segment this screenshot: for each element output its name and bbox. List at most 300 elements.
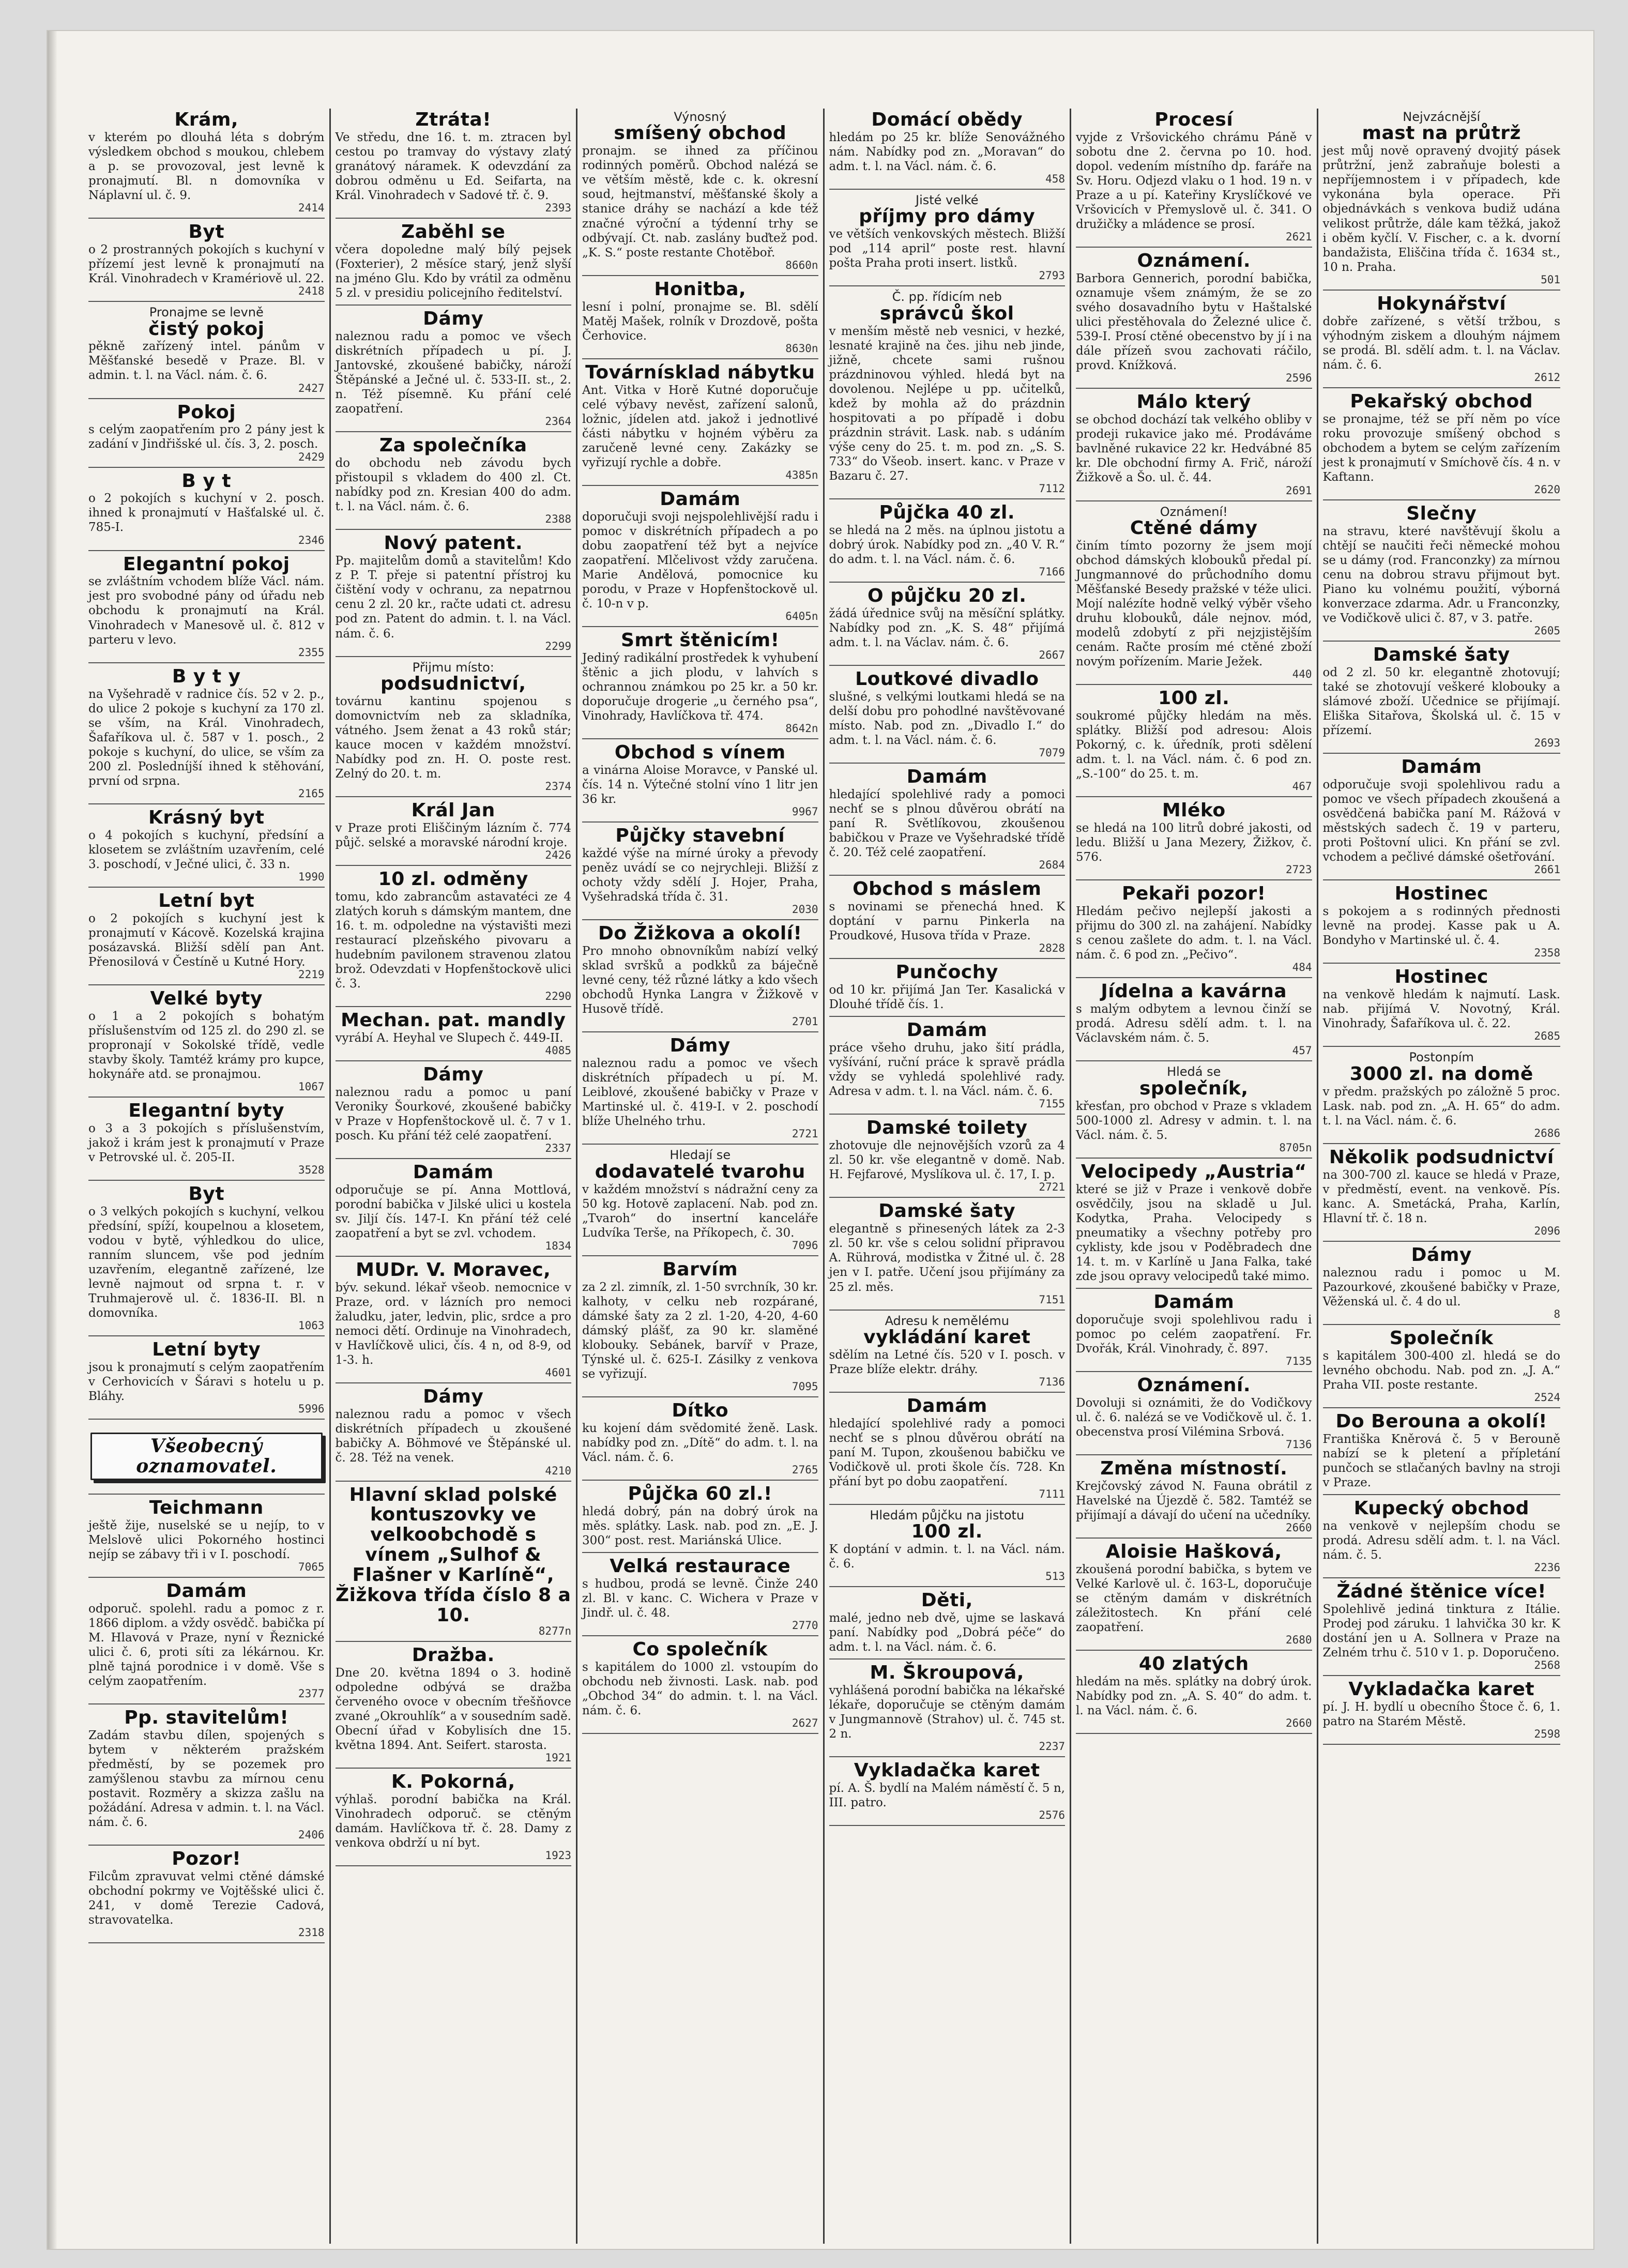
ad-number: 2568 [1534, 1659, 1560, 1671]
classified-ad [88, 1422, 325, 1495]
ad-number: 5996 [298, 1403, 325, 1415]
ad-number: 2427 [298, 382, 325, 394]
classified-ad [88, 1183, 325, 1336]
classified-ad [1323, 1244, 1561, 1325]
classified-ad [1323, 882, 1561, 964]
ad-number: 2660 [1285, 1717, 1312, 1730]
ad-body-text: o 2 prostranných pokojích s kuchyní v přízemí jest levně k pronajmutí na Král. Vinohradech v Kramériově ul. 22. [88, 242, 325, 286]
ad-headline: Smrt štěnicím! [620, 630, 780, 651]
ad-number: 8642n [785, 722, 818, 735]
ad-number: 2576 [1039, 1809, 1065, 1822]
ad-headline: Damské šaty [878, 1200, 1016, 1222]
classified-ad [336, 1259, 572, 1383]
ad-body-text: Zadám stavbu dílen, spojených s bytem v některém pražském předměstí, by se pozemek pro zamýšlenou stavbu za mírnou cenu postavit. Rozměry a skizza zašlu na požádání. Adresa v admin. t. l. na Václ. nám. č. 6. [88, 1729, 325, 1830]
ad-number: 2723 [1285, 863, 1312, 876]
ad-body-text: odporuč. spolehl. radu a pomoc z r. 1866 diplom. a vždy osvědč. babička pí M. Hlavová v Praze, nyní v Řeznické ulici č. 6, proti síti za lékárnou. Kr. plně tajná porodnice i v domě. Vše s celým zaopatřením. [88, 1602, 325, 1688]
classified-ad [88, 806, 325, 888]
ad-number: 7111 [1039, 1488, 1065, 1501]
ad-body-text: Barbora Gennerich, porodní babička, oznamuje všem známým, že se zo svého dosavadního bytu v Haštalské ulici přestěhovala do Železné ulice č. 539-I. Prosí ctěné obecenstvo by jí i na dále přízeň svou zachovati ráčilo, provd. Knížková. [1076, 272, 1312, 373]
classified-ad [1076, 250, 1312, 389]
ad-number: 2621 [1285, 231, 1312, 243]
ad-headline: Do Berouna a okolí! [1335, 1410, 1547, 1432]
classified-ad [829, 1507, 1066, 1587]
ad-number: 2290 [545, 990, 571, 1003]
ad-number: 2165 [298, 787, 325, 800]
ad-body-text: na stravu, které navštěvují školu a chtějí se naučiti řeči německé mohou se u dámy (rod. Franconzky) za mírnou cenu na dobrou stravu přijmout byt. Piano ku volnému použití, výborná konverzace zdarma. Adr. u Franconzky, ve Vodičkově ulici č. 87, v 3. patře. [1322, 524, 1560, 626]
ad-body-text: se obchod dochází tak velkého obliby v prodeji rukavice jako mé. Prodáváme bavlněné rukavice 22 kr. Hedvábné 85 kr. Dle obchodní firmy A. Frič, nároží Žižkově a Šo. ul. č. 44. [1076, 413, 1312, 485]
classified-ad [336, 308, 572, 432]
ad-headline: Velké byty [150, 987, 263, 1009]
ad-headline: Loutkové divadlo [855, 668, 1039, 690]
classified-ad [582, 109, 818, 276]
classified-ad [829, 1395, 1066, 1505]
classified-ad [1323, 390, 1561, 500]
ad-headline: Dámy [1411, 1244, 1472, 1266]
ad-headline: Král Jan [411, 800, 495, 821]
ad-headline: Pozor! [172, 1848, 241, 1870]
ad-number: 2598 [1534, 1727, 1560, 1740]
ad-body-text: od 10 kr. přijímá Jan Ter. Kasalická v Dlouhé třídě čís. 1. [829, 983, 1065, 1012]
ad-headline: správců škol [879, 302, 1014, 324]
ad-body-text: a vinárna Aloise Moravce, v Panské ul. čís. 14 n. Výtečné stolní víno 1 litr jen 36 kr. [582, 764, 818, 806]
classified-ad [1323, 1327, 1561, 1408]
ad-headline: MUDr. V. Moravec, [356, 1259, 551, 1281]
ad-body-text: ještě žije, nuselské se u nejíp, to v Melslově ulici Pokorného hostinci nejíp se zábavy tři i v I. poschodí. [88, 1518, 325, 1562]
ad-headline: Honitba, [654, 278, 747, 300]
column-1 [84, 109, 331, 2244]
classified-ad [336, 1009, 572, 1061]
ad-number: 2318 [298, 1926, 325, 1939]
classified-ad [1323, 1580, 1561, 1676]
classified-ad [1323, 966, 1561, 1047]
column-3 [577, 109, 825, 2244]
ad-body-text: s pokojem a s rodinných přednosti levně na prodej. Kasse pak u A. Bondyho v Martinské ul. č. 4. [1322, 905, 1560, 948]
ad-body-text: soukromé půjčky hledám na měs. splátky. Bližší pod adresou: Alois Pokorný, c. k. úředník, proti sdělení adm. t. l. na Václ. nám. č. 6 pod zn. „S.-100“ do 25. t. m. [1076, 709, 1312, 781]
ad-body-text: Filcům zpravuvat velmi ctěné dámské obchodní pokrmy ve Vojtěšské ulici č. 241, v domě Terezie Cadová, stravovatelka. [88, 1870, 325, 1927]
ad-headline: Hostinec [1394, 883, 1488, 905]
ad-headline: Dámy [423, 308, 484, 330]
classified-ad [582, 488, 818, 627]
ad-headline: Společník [1389, 1327, 1494, 1349]
ad-number: 2721 [792, 1128, 818, 1140]
ad-headline: Vykladačka karet [1348, 1679, 1535, 1700]
ad-body-text: s novinami se přenechá hned. K doptání v parnu Pinkerla na Proudkové, Husova třída v Praze. [829, 900, 1065, 943]
ad-headline: Damám [906, 1395, 987, 1417]
classified-ad [582, 1638, 818, 1734]
ad-number: 2605 [1534, 625, 1560, 637]
ad-body-text: naleznou radu a pomoc ve všech diskrétních případech u pí. J. Jantovské, zkoušené babičky, nároží Štěpánské a Ječné ul. č. 533-II. st., 2. n. Též písemně. Ku přání celé zaopatření. [335, 330, 571, 416]
ad-body-text: hledám po 25 kr. blíže Senovážného nám. Nabídky pod zn. „Moravan“ do adm. t. l. na Václ. nám. č. 6. [829, 130, 1065, 173]
ad-body-text: v každém množství s nádražní ceny za 50 kg. Hotově zaplacení. Nab. pod zn. „Tvaroh“ do insertní kanceláře Ludvíka Terše, na Příkopech, č. 30. [582, 1182, 818, 1240]
classified-ad [336, 1161, 572, 1257]
ad-body-text: každé výše na mírné úroky a převody peněz uvádí se co nejrychleji. Bližší z ochoty vždy sdělí J. Hojer, Praha, Vyšehradská třída č. 31. [582, 847, 818, 904]
classified-ad [1323, 1678, 1561, 1745]
ad-body-text: od 2 zl. 50 kr. elegantně zhotovují; také se zhotovují veškeré klobouky a slámové zboží. Učednice se přijímají. Eliška Sitařova, Školská ul. č. 15 v přízemí. [1322, 665, 1560, 738]
ad-headline: Děti, [921, 1590, 973, 1611]
ad-headline: Byt [188, 221, 225, 243]
classified-ad [88, 553, 325, 663]
ad-headline: B y t y [172, 665, 241, 687]
ad-number: 7135 [1285, 1355, 1312, 1368]
ad-kicker: Přijmu místo: [412, 660, 494, 675]
ad-headline: Půjčka 60 zl.! [628, 1483, 772, 1505]
ad-headline: Pp. stavitelům! [124, 1707, 289, 1729]
classified-ad [88, 987, 325, 1098]
classified-ad [1076, 1457, 1312, 1539]
classified-ad [336, 1484, 572, 1642]
classified-ad [1323, 1410, 1561, 1495]
classified-ad [336, 434, 572, 530]
ad-body-text: odporučuje se pí. Anna Mottlová, porodní babička v Jilské ulici u kostela sv. Jiljí čís. 147-I. Kn přání též celé zaopatření a byt se zvl. vchodem. [335, 1183, 571, 1241]
ad-body-text: pěkně zařízený intel. pánům v Měšťanské besedě v Praze. Bl. v admin. t. l. na Václ. nám. č. 6. [88, 340, 325, 383]
ad-headline: B y t [181, 470, 232, 492]
classified-ad [582, 922, 818, 1032]
ad-body-text: slušné, s velkými loutkami hledá se na delší dobu pro pohodlné navštěvované místo. Nab. pod zn. „Divadlo I.“ do adm. t. l. na Václ. nám. č. 6. [829, 690, 1065, 748]
ad-kicker: Adresu k nemělému [885, 1313, 1009, 1328]
ad-headline: Pekařský obchod [1350, 390, 1533, 412]
ad-body-text: doporučuje svoji spolehlivou radu i pomoc po celém zaopatření. Fr. Dvořák, Král. Vinohrady, č. 897. [1076, 1313, 1312, 1356]
ad-body-text: hledá dobrý, pán na dobrý úrok na měs. splátky. Lask. nab. pod zn. „E. J. 300“ post. rest. Mariánská Ulice. [582, 1504, 818, 1548]
ad-number: 2667 [1039, 649, 1065, 662]
classified-ad [582, 1483, 818, 1553]
ad-headline: příjmy pro dámy [859, 206, 1036, 227]
ad-body-text: výhlaš. porodní babička na Král. Vinohradech odporuč. se ctěným damám. Havlíčkova tř. č. 28. Damy z venkova obdrží u ní byt. [335, 1792, 571, 1850]
ad-headline: Mléko [1162, 800, 1226, 821]
ad-number: 7151 [1039, 1293, 1065, 1306]
ad-body-text: na venkově hledám k najmutí. Lask. nab. přijímá V. Novotný, Král. Vinohrady, Šafaříkova ul. č. 22. [1322, 988, 1560, 1031]
ad-body-text: v menším městě neb vesnici, v hezké, lesnaté krajině na čes. jihu neb jinde, jižně, chcete sami rušnou prázdninovou výhled. hledá byt na dovolenou. Nejlépe u pp. učitelků, kdež by mohla až do prázdnin hospitovati a po případě i dobu prázdnin strávit. Lask. nab. s udáním výše ceny do 25. t. m. pod zn. „S. S. 733“ do Všeob. insert. kanc. v Praze v Bazaru č. 27. [829, 324, 1065, 483]
ad-number: 2691 [1285, 484, 1312, 497]
ad-number: 1834 [545, 1240, 571, 1253]
ad-body-text: pí. A. Š. bydlí na Malém náměstí č. 5 n, III. patro. [829, 1782, 1065, 1810]
classified-ad [88, 1497, 325, 1578]
classified-ad [582, 741, 818, 823]
ad-number: 2030 [792, 903, 818, 916]
classified-ad [582, 1399, 818, 1481]
ad-headline: Domácí obědy [871, 109, 1023, 130]
ad-headline: Hokynářství [1377, 293, 1507, 314]
ad-number: 2418 [298, 285, 325, 298]
ad-body-text: se hledá na 100 litrů dobré jakosti, od ledu. Bližší u Jana Mezery, Žižkov, č. 576. [1076, 821, 1312, 864]
ad-number: 2096 [1534, 1224, 1560, 1237]
ad-headline: Krásný byt [148, 806, 265, 828]
ad-headline: Do Žižkova a okolí! [598, 923, 802, 945]
ad-number: 2661 [1534, 863, 1560, 876]
ad-headline: Oznámení. [1137, 1375, 1251, 1396]
ad-body-text: pronajm. se ihned za příčinou rodinných poměrů. Obchod nalézá se ve větším městě, kde c. k. okresní soud, hejtmanství, měšťanské školy a stanice dráhy se nachází a kde též značné výroční a týdenní trhy se odbývají. Ct. nab. zaslány buďtež pod. „K. S.“ poste restante Chotěboř. [582, 144, 818, 260]
ad-number: 4210 [545, 1464, 571, 1477]
classified-ad [88, 401, 325, 468]
ad-headline: Jídelna a kavárna [1101, 981, 1287, 1002]
ad-headline: společník, [1139, 1077, 1249, 1099]
classified-ad [88, 1848, 325, 1943]
ad-headline: Hlavní sklad polské kontuszovky ve velkoobchodě s vínem „Sulhof & Flašner v Karlíně“, Žižkova třída číslo 8 a 10. [336, 1484, 571, 1626]
ad-body-text: hledám na měs. splátky na dobrý úrok. Nabídky pod zn. „A. S. 40“ do adm. t. l. na Václ. nám. č. 6. [1076, 1675, 1312, 1718]
ad-headline: Půjčka 40 zl. [879, 502, 1015, 524]
ad-headline: 10 zl. odměny [378, 869, 528, 890]
ad-body-text: Dne 20. května 1894 o 3. hodině odpoledne odbývá se dražba červeného ovoce v obecním třešňovce zvané „Okrouhlík“ a v sousedním sadě. Obecní úřad v Kobylisích dne 15. května 1894. Ant. Seifert. starosta. [335, 1666, 571, 1752]
ad-number: 2627 [792, 1717, 818, 1730]
classified-ad [88, 470, 325, 551]
ad-headline: Žádné štěnice více! [1336, 1580, 1547, 1602]
classified-ad [1076, 504, 1312, 686]
ad-body-text: práce všeho druhu, jako šití prádla, vyšívání, ruční práce k spravě prádla vždy se vyhledá spolehlivé rady. Adresa v adm. t. l. na Václ. nám. č. 6. [829, 1041, 1065, 1099]
ad-number: 7166 [1039, 566, 1065, 579]
ad-headline: Za společníka [379, 435, 527, 456]
ad-number: 501 [1541, 273, 1560, 286]
classified-ad [1323, 109, 1561, 291]
ad-headline: Změna místností. [1100, 1458, 1288, 1480]
ad-number: 1990 [298, 870, 325, 883]
ad-headline: Ztráta! [415, 109, 492, 130]
ad-number: 1067 [298, 1080, 325, 1093]
classified-ad [1076, 1541, 1312, 1651]
classified-ad [336, 659, 572, 798]
ad-headline: Barvím [662, 1258, 738, 1280]
ad-headline: Byt [188, 1183, 225, 1205]
ad-headline: Velká restaurace [610, 1556, 791, 1577]
classified-ad [336, 221, 572, 306]
ad-body-text: tomu, kdo zabrancům astavatéci ze 4 zlatých koruh s dámským mantem, dne 16. t. m. odpoledne na výstavišti mezi restaurací plzeňského pivovaru a hudebním pavilonem stravenou zlatou brož. Odevzdati v Hopfenštockově ulici č. 3. [335, 890, 571, 991]
ad-body-text: naleznou radu i pomoc u M. Pazourkové, zkoušené babičky v Praze, Věženská ul. č. 4 do ul. [1322, 1266, 1560, 1308]
ad-headline: Velocipedy „Austria“ [1081, 1161, 1307, 1182]
ad-number: 7096 [792, 1239, 818, 1252]
ad-headline: Co společník [632, 1639, 768, 1661]
ad-body-text: o 3 a 3 pokojích s příslušenstvím, jakož i krám jest k pronajmutí v Praze v Petrovské ul. č. 205-II. [88, 1121, 325, 1164]
ad-body-text: o 2 pokojích s kuchyní jest k pronajmutí v Kácově. Kozelská krajina posázavská. Bližší sdělí pan Ant. Přenosilová v Čestíně u Kutné Hory. [88, 911, 325, 969]
ad-number: 513 [1045, 1570, 1065, 1583]
classified-ad [829, 1662, 1066, 1757]
ad-headline: Elegantní byty [128, 1100, 285, 1122]
ad-headline: Pokoj [177, 401, 236, 423]
ad-body-text: s celým zaopatřením pro 2 pány jest k zadání v Jindřišské ul. čís. 3, 2. posch. [88, 423, 325, 451]
classified-ad [1323, 644, 1561, 754]
ad-body-text: lesní i polní, pronajme se. Bl. sdělí Matěj Mašek, rolník v Drozdově, pošta Čerhovice. [582, 300, 818, 343]
classified-ad [336, 1386, 572, 1481]
ad-number: 8705n [1279, 1141, 1312, 1154]
classified-ad [336, 799, 572, 866]
ad-headline: dodavatelé tvarohu [595, 1161, 805, 1182]
classified-ad [1076, 109, 1312, 248]
ad-body-text: ku kojení dám svědomité ženě. Lask. nabídky pod zn. „Dítě“ do adm. t. l. na Václ. nám. č. 6. [582, 1421, 818, 1465]
classified-ad [1076, 391, 1312, 501]
ad-headline: Oznámení. [1137, 250, 1251, 272]
ad-number: 2237 [1039, 1740, 1065, 1753]
ad-number: 2429 [298, 450, 325, 463]
ad-number: 2765 [792, 1464, 818, 1477]
ad-headline: Nový patent. [384, 532, 523, 554]
ad-body-text: se zvláštním vchodem blíže Václ. nám. jest pro svobodné pány od úřadu neb obchodu k pronajmutí na Král. Vinohradech v Manesově ul. č. 812 v parteru v levo. [88, 575, 325, 647]
ad-headline: podsudnictví, [380, 673, 526, 694]
ad-body-text: o 4 pokojích s kuchyní, předsíní a klosetem se zvláštním uzavřením, celé 3. poschodí, v Ječné ulici, č. 33 n. [88, 828, 325, 871]
ad-body-text: naleznou radu a pomoc u paní Veroniky Šourkové, zkoušené babičky v Praze v Hopfenštockově ul. č. 7 v 1. posch. Ku přání též celé zaopatření. [335, 1086, 571, 1143]
ad-headline: Továrnísklad nábytku [585, 361, 815, 383]
ad-body-text: býv. sekund. lékař všeob. nemocnice v Praze, ord. v lázních pro nemoci žaludku, jater, ledvin, plic, srdce a pro nemoci dětí. Ordinuje na Vinohradech, v Havlíčkově ulici, čís. 4 n, od 8-9, od 1-3. h. [335, 1281, 571, 1367]
classified-ad [582, 1258, 818, 1397]
ad-number: 2680 [1285, 1634, 1312, 1647]
ad-body-text: pí. J. H. bydlí u obecního Štoce č. 6, 1. patro na Starém Městě. [1322, 1700, 1560, 1728]
ad-body-text: odporučuje svoji spolehlivou radu a pomoc ve všech případech zkoušená a osvědčená babička paní M. Rážová v městských sadech č. 19 v parteru, proti Poštovní ulici. Kn přání se zvl. vchodem a pečlivé dámské ošetřování. [1322, 778, 1560, 864]
ad-number: 2236 [1534, 1561, 1560, 1574]
ad-body-text: Krejčovský závod N. Fauna obrátil z Havelské na Újezdě č. 582. Tamtéž se přijímají a dávají do učení na učedníky. [1076, 1479, 1312, 1523]
ad-number: 2393 [545, 202, 571, 215]
ad-body-text: vyjde z Vršovického chrámu Páně v sobotu dne 2. června po 10. hod. dopol. vedením místního dp. faráře na Sv. Horu. Odjezd vlaku o 1 hod. 19 n. v Praze a u pí. Kateřiny Kryslíčkové ve Vršovicích v Přemyslově ul. č. 341. O družičky a mládence se prosí. [1076, 130, 1312, 232]
classified-ad [829, 1019, 1066, 1115]
ad-number: 484 [1292, 961, 1312, 974]
ad-number: 2596 [1285, 372, 1312, 385]
ad-number: 2299 [545, 640, 571, 652]
classified-ad [1323, 503, 1561, 642]
classified-ad [582, 1034, 818, 1145]
ad-kicker: Jisté velké [916, 193, 979, 208]
ad-number: 2374 [545, 780, 571, 793]
ad-body-text: v předm. pražských po záložně 5 proc. Lask. nab. pod zn. „A. H. 65“ do adm. t. l. na Václ. nám. č. 6. [1322, 1085, 1560, 1128]
ad-headline: mast na průtrž [1362, 123, 1521, 144]
ad-body-text: Dovoluji si oznámiti, že do Vodičkovy ul. č. 6. nalézá se ve Vodičkově ul. č. 1. obecenstva prosí Vilémina Srbová. [1076, 1396, 1312, 1439]
ad-number: 2721 [1039, 1181, 1065, 1194]
ad-kicker: Pronajme se levně [149, 305, 264, 320]
classified-ad [582, 361, 818, 486]
classified-ad [582, 629, 818, 739]
ad-number: 458 [1045, 173, 1065, 186]
ad-body-text: v kterém po dlouhá léta s dobrým výsledkem obchod s moukou, chlebem a p. se provozoval, jest levně k pronajmutí. Bl. n domovníka v Náplavní ul. č. 9. [88, 130, 325, 203]
column-2 [331, 109, 578, 2244]
ad-number: 2612 [1534, 371, 1560, 384]
ad-headline: Dámy [670, 1035, 731, 1057]
ad-kicker: Postonpím [1409, 1050, 1474, 1065]
newspaper-page [48, 31, 1593, 2249]
ad-number: 2770 [792, 1619, 818, 1632]
classified-ad [582, 278, 818, 359]
ad-headline: smíšený obchod [614, 123, 787, 144]
ad-headline: Damské šaty [1373, 644, 1510, 666]
ad-body-text: na Vyšehradě v radnice čís. 52 v 2. p., do ulice 2 pokoje s kuchyní za 170 zl. se vším, na Král. Vinohradech, Šafaříkova ul. č. 587 v 1. posch., 2 pokoje s kuchyní, do ulice, se vším za 200 zl. Posledníjší ihned k stěhování, první od srpna. [88, 687, 325, 788]
classified-ad [1323, 293, 1561, 388]
ad-headline: Damám [413, 1162, 494, 1183]
ad-number: 1063 [298, 1319, 325, 1332]
ad-body-text: Jediný radikální prostředek k vyhubení štěnic a jich plodu, v lahvích s ochrannou známkou po 25 kr. a 50 kr. doporučuje drogerie „u černého psa“, Vinohrady, Havlíčkova tř. 474. [582, 651, 818, 723]
ad-number: 8277n [538, 1624, 571, 1637]
ad-headline: čistý pokoj [148, 318, 265, 340]
classified-ad [88, 1100, 325, 1181]
ad-number: 2364 [545, 415, 571, 428]
classified-ad [829, 766, 1066, 876]
ad-kicker: Hledám půjčku na jistotu [870, 1508, 1025, 1523]
ad-body-text: zkoušená porodní babička, s bytem ve Velké Karlově ul. č. 163-L, doporučuje se ctěným damám v diskrétních záležitostech. Kn přání celé zaopatření. [1076, 1562, 1312, 1635]
ad-headline: Vykladačka karet [854, 1760, 1040, 1782]
classified-ad [829, 668, 1066, 764]
classified-ad [336, 868, 572, 1007]
ad-body-text: s kapitálem 300-400 zl. hledá se do levného obchodu. Nab. pod zn. „J. A.“ Praha VII. poste restante. [1322, 1349, 1560, 1392]
ad-body-text: Ant. Vitka v Horě Kutné doporučuje celé výbavy nevěst, zařízení salonů, ložnic, jídelen atd. jakož i jednotlivé části nábytku v hojném výběru za zaručeně levné ceny. Zakázky se vyřizují rychle a dobře. [582, 383, 818, 469]
ad-kicker: Nejvzácnější [1403, 110, 1481, 124]
classified-ad [829, 1200, 1066, 1310]
classified-ad [88, 221, 325, 302]
ad-number: 2620 [1534, 483, 1560, 496]
ad-body-text: Pro mnoho obnovníkům nabízí velký sklad svršků a podkků za báječně levné ceny, též různé látky a kdo všech obchodů Hynka Langra v Žižkově v Husově třídě. [582, 945, 818, 1016]
ad-body-text: na venkově v nejlepším chodu se prodá. Adresu sdělí adm. t. l. na Václ. nám. č. 5. [1322, 1519, 1560, 1562]
ad-body-text: křesťan, pro obchod v Praze s vkladem 500-1000 zl. Adresy v admin. t. l. na Václ. nám. č. 5. [1076, 1099, 1312, 1142]
ad-number: 7136 [1285, 1438, 1312, 1451]
column-5 [1071, 109, 1318, 2244]
classified-ad [336, 1063, 572, 1159]
classified-ad [829, 288, 1066, 499]
ad-number: 4601 [545, 1366, 571, 1379]
ad-body-text: Hledám pečivo nejlepší jakosti a přijmu do 300 zl. na zahájení. Nabídky s cenou zašlete do adm. t. l. na Václ. nám. č. 6 pod zn. „Pečivo“. [1076, 905, 1312, 962]
ad-headline: Damám [660, 488, 741, 510]
classified-columns [84, 109, 1565, 2244]
ad-number: 2524 [1534, 1391, 1560, 1404]
ad-body-text: hledající spolehlivé rady a pomoci nechť se s plnou důvěrou obrátí na paní M. Tupon, zkoušenou babičku ve Vodičkově ul. proti škole čís. 728. Kn přání byt po dobu zaopatření. [829, 1417, 1065, 1488]
ad-number: 2685 [1534, 1030, 1560, 1043]
column-4 [825, 109, 1072, 2244]
ad-number: 4085 [545, 1044, 571, 1057]
ad-headline: Dámy [423, 1064, 484, 1086]
ad-headline: 100 zl. [911, 1521, 983, 1543]
ad-number: 6405n [785, 610, 818, 623]
ad-headline: Damám [1401, 756, 1482, 778]
ad-number: 9967 [792, 805, 818, 818]
classified-ad [829, 1759, 1066, 1826]
ad-headline: Dámy [423, 1386, 484, 1408]
ad-body-text: Spolehlivě jediná tinktura z Itálie. Prodej pod záruku. 1 lahvička 30 kr. K dostání jen u A. Sollnera v Praze na Zelném trhu č. 510 v 1. p. Doporučeno. [1322, 1602, 1560, 1660]
ad-kicker: Hledají se [670, 1148, 731, 1163]
column-6 [1318, 109, 1565, 2244]
ad-headline: Dítko [672, 1400, 729, 1422]
ad-body-text: činím tímto pozorny že jsem mojí obchod dámských klobouků předal pí. Jungmannové do průchodního domu Měšťanské Besedy pražské v téže ulici. Mojí nalézíte hodně velký výběr všeho druhu klobouků, dále nejnov. mód, modelů zdobytí z při nejzjistějším cenám. Račte prosím mé ctěné zboží novým pořízením. Marie Ježek. [1076, 539, 1312, 669]
ad-body-text: naleznou radu a pomoc v všech diskrétních případech u zkoušené babičky A. Böhmové ve Štěpánské ul. č. 28. Též na venek. [335, 1408, 571, 1465]
ad-body-text: o 3 velkých pokojích s kuchyní, velkou předsíní, spíží, koupelnou a klosetem, vodou v bytě, výhledkou do ulice, ranním sluncem, vše pod jedním uzavřením, elegantně zařízené, lze levně najmout od srpna t. r. v Truhmajerově ul. č. 1836-II. Bl. n domovníka. [88, 1205, 325, 1320]
ad-number: 457 [1292, 1044, 1312, 1057]
ad-body-text: se hledá na 2 měs. na úplnou jistotu a dobrý úrok. Nabídky pod zn. „40 V. R.“ do adm. t. l. na Václ. nám. č. 6. [829, 524, 1065, 567]
ad-headline: 40 zlatých [1138, 1653, 1249, 1675]
ad-number: 2693 [1534, 737, 1560, 750]
ad-number: 467 [1292, 780, 1312, 793]
ad-headline: Damám [166, 1580, 247, 1602]
ad-number: 2793 [1039, 269, 1065, 282]
ad-number: 1921 [545, 1751, 571, 1764]
ad-headline: Damám [906, 766, 987, 788]
ad-body-text: včera dopoledne malý bílý pejsek (Foxterier), 2 měsíce starý, jenž slyší na jméno Glu. Kdo by vrátil za odměnu 5 zl. v presidiu policejního ředitelství. [335, 242, 571, 300]
ad-body-text: s hudbou, prodá se levně. Činže 240 zl. Bl. v kanc. C. Wichera v Praze v Jindř. ul. č. 48. [582, 1577, 818, 1620]
ad-number: 7095 [792, 1380, 818, 1393]
classified-ad [88, 1707, 325, 1846]
ad-body-text: ve větších venkovských městech. Bližší pod „114 april“ poste rest. hlavní pošta Praha proti insert. listků. [829, 227, 1065, 270]
classified-ad [829, 1313, 1066, 1393]
ad-headline: M. Škroupová, [870, 1662, 1024, 1684]
ad-body-text: továrnu kantinu spojenou s domovnictvím neb za skladníka, vátného. Jsem ženat a 43 roků stár; kauce mocen v každém množství. Nabídky pod zn. H. O. poste rest. Zelný do 20. t. m. [335, 694, 571, 781]
classified-ad [336, 109, 572, 219]
classified-ad [1323, 756, 1561, 880]
ad-headline: Damské toilety [866, 1117, 1028, 1139]
ad-headline: Zaběhl se [401, 221, 506, 243]
classified-ad [829, 109, 1066, 190]
classified-ad [829, 501, 1066, 583]
classified-ad [1076, 1161, 1312, 1289]
classified-ad [829, 878, 1066, 959]
ad-body-text: se pronajme, též se pří něm po více roku provozuje smíšený obchod s obchodem a bytem se celým zařízením jest k pronajmutí v Smíchově čís. 4 n. v Kaftann. [1322, 412, 1560, 484]
classified-ad [1323, 1146, 1561, 1242]
classified-ad [829, 1589, 1066, 1660]
ad-number: 2686 [1534, 1127, 1560, 1139]
ad-headline: 3000 zl. na domě [1349, 1063, 1533, 1085]
ad-body-text: vyrábí A. Heyhal ve Slupech č. 449-II. [335, 1031, 564, 1045]
classified-ad [336, 1771, 572, 1866]
ad-body-text: Františka Kněrová č. 5 v Berouně nabízí se k pletení a přípletání punčoch se stlačaných bavlny na stroji v Praze. [1322, 1432, 1560, 1489]
ad-number: 7155 [1039, 1098, 1065, 1110]
ad-body-text: které se již v Praze i venkově dobře osvědčily, jsou na skladě u Jul. Kodytka, Praha. Velocipedy s pneumatiky a všechny potřeby pro cyklisty, kde jsou v Poděbradech dne 14. t. m. v Karlíně u Jana Falka, také zde jsou opravy velocipedů také mimo. [1076, 1182, 1312, 1283]
ad-body-text: za 2 zl. zimník, zl. 1-50 svrchník, 30 kr. kalhoty, v celku neb rozpárané, dámské šaty za 2 zl. 1-20, 4-20, 4-60 dámský plášť, za 90 kr. slaměné klobouky. Sebánek, barvíř v Praze, Týnské ul. č. 625-I. Zásilky z venkova se vyřizují. [582, 1280, 818, 1381]
